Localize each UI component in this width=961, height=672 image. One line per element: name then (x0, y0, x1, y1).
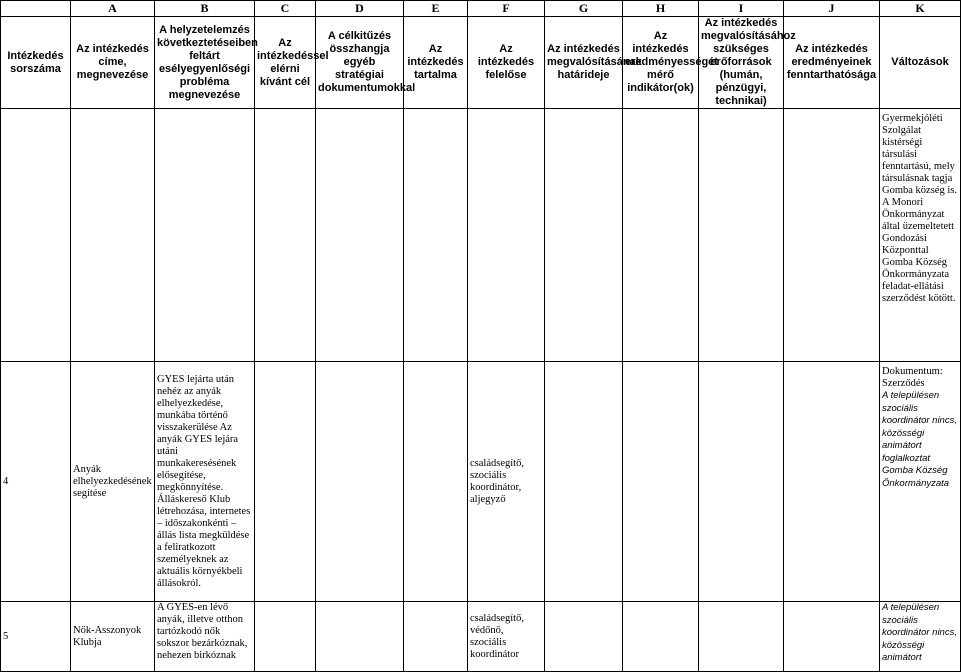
measure-title[interactable]: Anyák elhelyezkedésének segítése (71, 362, 155, 602)
header-cell: A helyzetelemzés következtetéseiben feltárt esélyegyenlőségi probléma megnevezése (155, 17, 255, 109)
table-row (1, 602, 961, 672)
header-row (1, 17, 961, 109)
responsible-cell[interactable]: családsegítő, védőnő, szociális koordinátor (468, 602, 545, 672)
problem-cell[interactable]: GYES lejárta után nehéz az anyák elhelyezkedése, munkába történő visszakerülése Az anyák GYES lejára utáni munkakeresésének elősegítése, megkönnyítése. Álláskereső Klub létrehozása, internetes – időszakonkénti – állás lista megküldése a feliratkozott személyeknek az aktuális környékbeli állásokról. (155, 362, 255, 602)
column-letter[interactable]: E (404, 1, 468, 17)
column-letter[interactable]: G (545, 1, 623, 17)
column-letter[interactable]: K (880, 1, 961, 17)
header-cell: Az intézkedés felelőse (468, 17, 545, 109)
column-letter[interactable]: C (255, 1, 316, 17)
column-letter[interactable]: D (316, 1, 404, 17)
header-cell: Az intézkedés tartalma (404, 17, 468, 109)
changes-note: A településen szociális koordinátor nincs, közösségi animátort (882, 602, 957, 663)
changes-doc: Dokumentum: Szerződés (882, 366, 943, 389)
responsible-cell[interactable]: családsegítő, szociális koordinátor, aljegyző (468, 362, 545, 602)
column-letter[interactable]: B (155, 1, 255, 17)
changes-cell[interactable] (880, 362, 961, 602)
header-cell: Az intézkedés megvalósításának határideje (545, 17, 623, 109)
column-letter[interactable]: J (784, 1, 880, 17)
header-cell: Az intézkedéssel elérni kívánt cél (255, 17, 316, 109)
changes-cell[interactable] (880, 602, 961, 672)
row-number[interactable]: 5 (1, 602, 71, 672)
column-letter[interactable]: H (623, 1, 699, 17)
header-cell: A célkitűzés összhangja egyéb stratégiai dokumentumokkal (316, 17, 404, 109)
header-cell: Az intézkedés címe, megnevezése (71, 17, 155, 109)
column-letter-row (1, 1, 961, 17)
header-cell: Az intézkedés eredményességét mérő indikátor(ok) (623, 17, 699, 109)
column-letter[interactable]: F (468, 1, 545, 17)
table-row-continued (1, 109, 961, 362)
changes-note: A településen szociális koordinátor nincs, közösségi animátort foglalkoztat Gomba Község Önkormányzata (882, 390, 957, 489)
header-cell: Változások (880, 17, 961, 109)
changes-cell[interactable]: Gyermekjóléti Szolgálat kistérségi társulási fenntartású, mely társulásnak tagja Gomba község is. A Monori Önkormányzat által üzemeltetett Gondozási Központtal Gomba Község Önkormányzata feladat-ellátási szerződést kötött. (880, 109, 961, 362)
column-letter[interactable]: A (71, 1, 155, 17)
corner-cell (1, 1, 71, 17)
column-letter[interactable]: I (699, 1, 784, 17)
row-number[interactable]: 4 (1, 362, 71, 602)
header-cell: Intézkedés sorszáma (1, 17, 71, 109)
header-cell: Az intézkedés eredményeinek fenntarthatósága (784, 17, 880, 109)
problem-cell[interactable]: A GYES-en lévő anyák, illetve otthon tartózkodó nők sokszor bezárkóznak, nehezen birkóznak (155, 602, 255, 672)
measure-title[interactable]: Nők-Asszonyok Klubja (71, 602, 155, 672)
table-row (1, 362, 961, 602)
header-cell: Az intézkedés megvalósításához szükséges erőforrások (humán, pénzügyi, technikai) (699, 17, 784, 109)
